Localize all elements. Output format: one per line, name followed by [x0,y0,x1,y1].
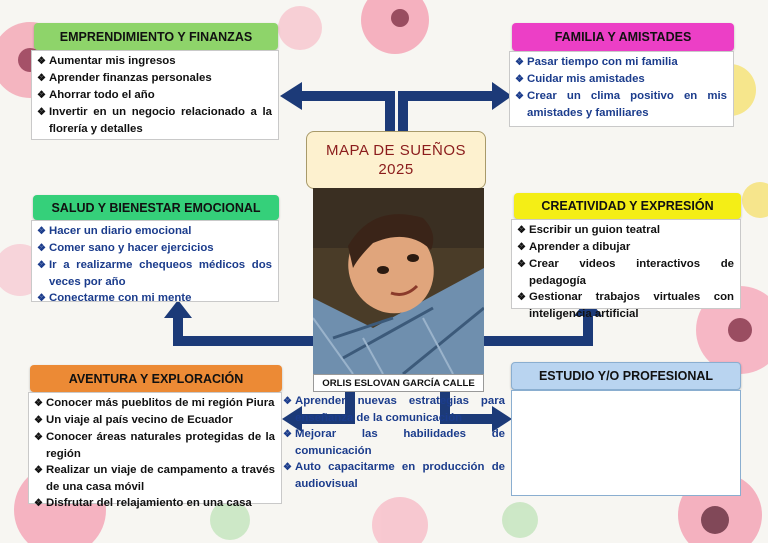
diamond-bullet-icon: ❖ [34,465,43,476]
diamond-bullet-icon: ❖ [37,56,46,67]
panel-emprendimiento [31,50,279,140]
list-item: ❖ Mejorar las habilidades de comunicación [283,428,505,457]
diamond-bullet-icon: ❖ [283,396,292,407]
header-salud: SALUD Y BIENESTAR EMOCIONAL [33,195,279,220]
page-title [306,131,486,189]
diamond-bullet-icon: ❖ [515,74,524,85]
diamond-bullet-icon: ❖ [517,242,526,253]
list-item: ❖ Pasar tiempo con mi familia [515,54,727,71]
diamond-bullet-icon: ❖ [517,292,526,303]
list-item: ❖ Realizar un viaje de campamento a través de una casa móvil [34,464,275,493]
list-item: ❖ Disfrutar del relajamiento en una casa [34,495,275,512]
header-emprendimiento: EMPRENDIMIENTO Y FINANZAS [34,23,278,50]
panel-salud [31,220,279,302]
diamond-bullet-icon: ❖ [37,226,46,237]
diamond-bullet-icon: ❖ [37,243,46,254]
diamond-bullet-icon: ❖ [37,90,46,101]
list-item: ❖ Gestionar trabajos virtuales con inteligencia artificial [517,291,734,320]
title-line-1: MAPA DE SUEÑOS [325,142,467,159]
list-item: ❖ Un viaje al país vecino de Ecuador [34,412,275,429]
list-item: ❖ Comer sano y hacer ejercicios [37,240,272,257]
list-item: ❖ Aprender a dibujar [517,239,734,256]
portrait-image [313,188,484,374]
list-item: ❖ Conocer más pueblitos de mi región Piura [34,395,275,412]
diamond-bullet-icon: ❖ [37,73,46,84]
diamond-bullet-icon: ❖ [34,415,43,426]
diamond-bullet-icon: ❖ [37,260,46,271]
list-item: ❖ Conocer áreas naturales protegidas de la región [34,431,275,460]
photo-caption: ORLIS ESLOVAN GARCÍA CALLE [313,374,484,392]
list-item: ❖ Auto capacitarme en producción de audiovisual [283,461,505,490]
list-item: ❖ Cuidar mis amistades [515,71,727,88]
diamond-bullet-icon: ❖ [34,498,43,509]
list-item: ❖ Ir a realizarme chequeos médicos dos veces por año [37,259,272,288]
diamond-bullet-icon: ❖ [517,259,526,270]
estudio-items [283,393,505,492]
list-item: ❖ Aprender nuevas estrategias para enseñanza de la comunicación [283,395,505,424]
list-item: ❖ Conectarme con mi mente [37,290,272,307]
title-line-2: 2025 [378,161,414,178]
diamond-bullet-icon: ❖ [37,293,46,304]
diamond-bullet-icon: ❖ [517,225,526,236]
list-item: ❖ Hacer un diario emocional [37,223,272,240]
panel-aventura [28,392,282,509]
header-aventura: AVENTURA Y EXPLORACIÓN [30,365,282,392]
diamond-bullet-icon: ❖ [283,429,292,440]
diamond-bullet-icon: ❖ [34,398,43,409]
list-item: ❖ Aprender finanzas personales [37,70,272,87]
list-item: ❖ Crear videos interactivos de pedagogía [517,258,734,287]
diamond-bullet-icon: ❖ [34,432,43,443]
diamond-bullet-icon: ❖ [283,462,292,473]
panel-creatividad [511,219,741,320]
list-item: ❖ Aumentar mis ingresos [37,53,272,70]
header-familia: FAMILIA Y AMISTADES [512,23,734,51]
diamond-bullet-icon: ❖ [37,107,46,118]
header-creatividad: CREATIVIDAD Y EXPRESIÓN [514,193,741,219]
diamond-bullet-icon: ❖ [515,91,524,102]
list-item: ❖ Invertir en un negocio relacionado a la florería y detalles [37,106,272,135]
panel-familia [509,51,734,127]
list-item: ❖ Ahorrar todo el año [37,87,272,104]
diamond-bullet-icon: ❖ [515,57,524,68]
list-item: ❖ Escribir un guion teatral [517,222,734,239]
panel-estudio [511,390,741,496]
header-estudio: ESTUDIO Y/O PROFESIONAL [511,362,741,390]
list-item: ❖ Crear un clima positivo en mis amistades y familiares [515,90,727,119]
